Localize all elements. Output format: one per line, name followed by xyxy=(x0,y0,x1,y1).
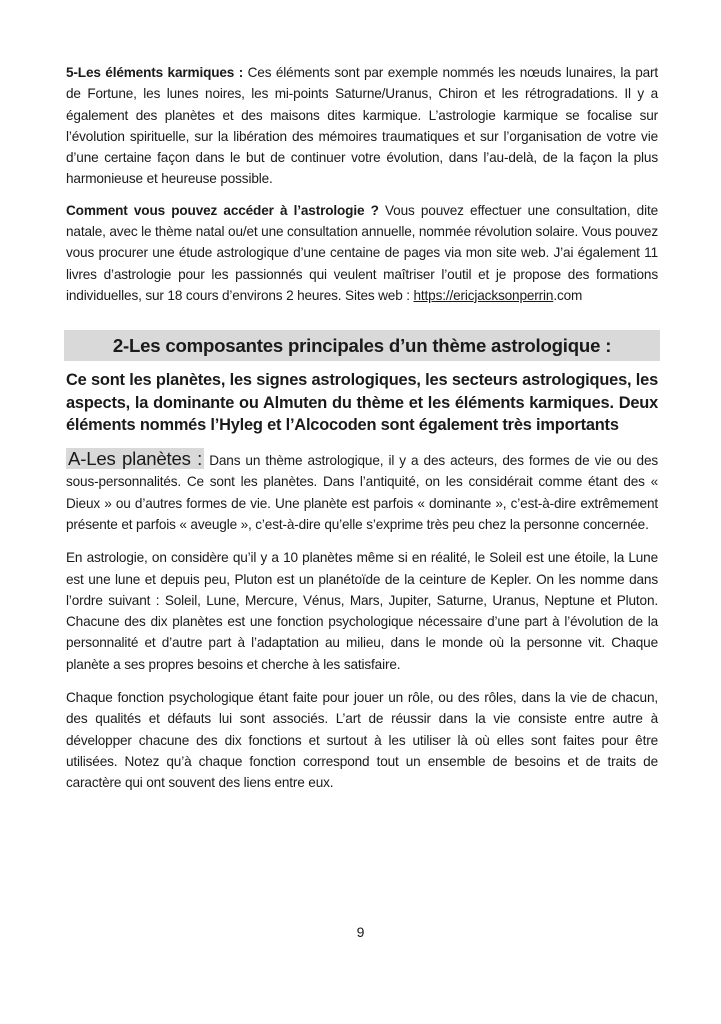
planets-paragraph-1 xyxy=(66,447,658,535)
karmic-paragraph xyxy=(66,62,658,190)
section-heading: 2-Les composantes principales d’un thème astrologique : xyxy=(64,330,660,361)
planets-text-1: Dans un thème astrologique, il y a des acteurs, des formes de vie ou des sous-personnalités. Ce sont les planètes. Dans l’antiquité, on les considérait comme étant des « Dieux » ou d’autres formes de vie. Une planète est parfois « dominante », c’est-à-dire extrêmement présente et parfois « aveugle », c’est-à-dire qu’elle s’exprime très peu chez la personne concernée. xyxy=(66,453,658,532)
access-paragraph xyxy=(66,200,658,306)
planets-paragraph-2: En astrologie, on considère qu’il y a 10 planètes même si en réalité, le Soleil est une étoile, la Lune est une lune et depuis peu, Pluton est un planétoïde de la ceinture de Kepler. On les nomme dans l’ordre suivant : Soleil, Lune, Mercure, Vénus, Mars, Jupiter, Saturne, Uranus, Neptune et Pluton. Chacune des dix planètes est une fonction psychologique nécessaire d’une part à l’évolution de la personnalité et d’autre part à l’adaptation au milieu, dans le monde où la personne vit. Chaque planète a ses propres besoins et cherche à les satisfaire. xyxy=(66,550,658,672)
access-label: Comment vous pouvez accéder à l’astrologie ? xyxy=(66,202,379,218)
website-link[interactable]: https://ericjacksonperrin xyxy=(413,287,554,303)
section-intro: Ce sont les planètes, les signes astrologiques, les secteurs astrologiques, les aspects, la dominante ou Almuten du thème et les éléments karmiques. Deux éléments nommés l’Hyleg et l’Alcocoden sont également très importants xyxy=(66,371,658,435)
website-link-suffix: .com xyxy=(553,287,583,303)
page-content xyxy=(66,62,658,794)
planets-paragraph-3: Chaque fonction psychologique étant faite pour jouer un rôle, ou des rôles, dans la vie de chacun, des qualités et défauts lui sont associés. L’art de réussir dans la vie consiste entre autre à développer chacune des dix fonctions et surtout à les utiliser là où elles sont faites pour être utilisées. Notez qu’à chaque fonction correspond tout un ensemble de besoins et de traits de caractère qui ont souvent des liens entre eux. xyxy=(66,690,658,791)
karmic-label: 5-Les éléments karmiques : xyxy=(66,65,244,80)
planets-heading: A-Les planètes : xyxy=(68,448,203,470)
access-text: Vous pouvez effectuer une consultation, dite natale, avec le thème natal ou/et une consultation annuelle, nommée révolution solaire. Vous pouvez vous procurer une étude astrologique d’une centaine de pages via mon site web. J’ai également 11 livres d’astrologie pour les passionnés qui veulent maîtriser l’outil et je propose des formations individuelles, sur 18 cours d’environs 2 heures. Sites web : xyxy=(66,202,658,303)
page-number: 9 xyxy=(356,924,365,940)
karmic-text: Ces éléments sont par exemple nommés les nœuds lunaires, la part de Fortune, les lunes noires, les mi-points Saturne/Uranus, Chiron et les rétrogradations. Il y a également des planètes et des maisons dites karmique. L’astrologie karmique se focalise sur l’évolution spirituelle, sur la libération des mémoires traumatiques et sur l’organisation de votre vie d’une certaine façon dans le but de continuer votre évolution, dans l’au-delà, de la façon la plus harmonieuse et heureuse possible. xyxy=(66,65,659,187)
